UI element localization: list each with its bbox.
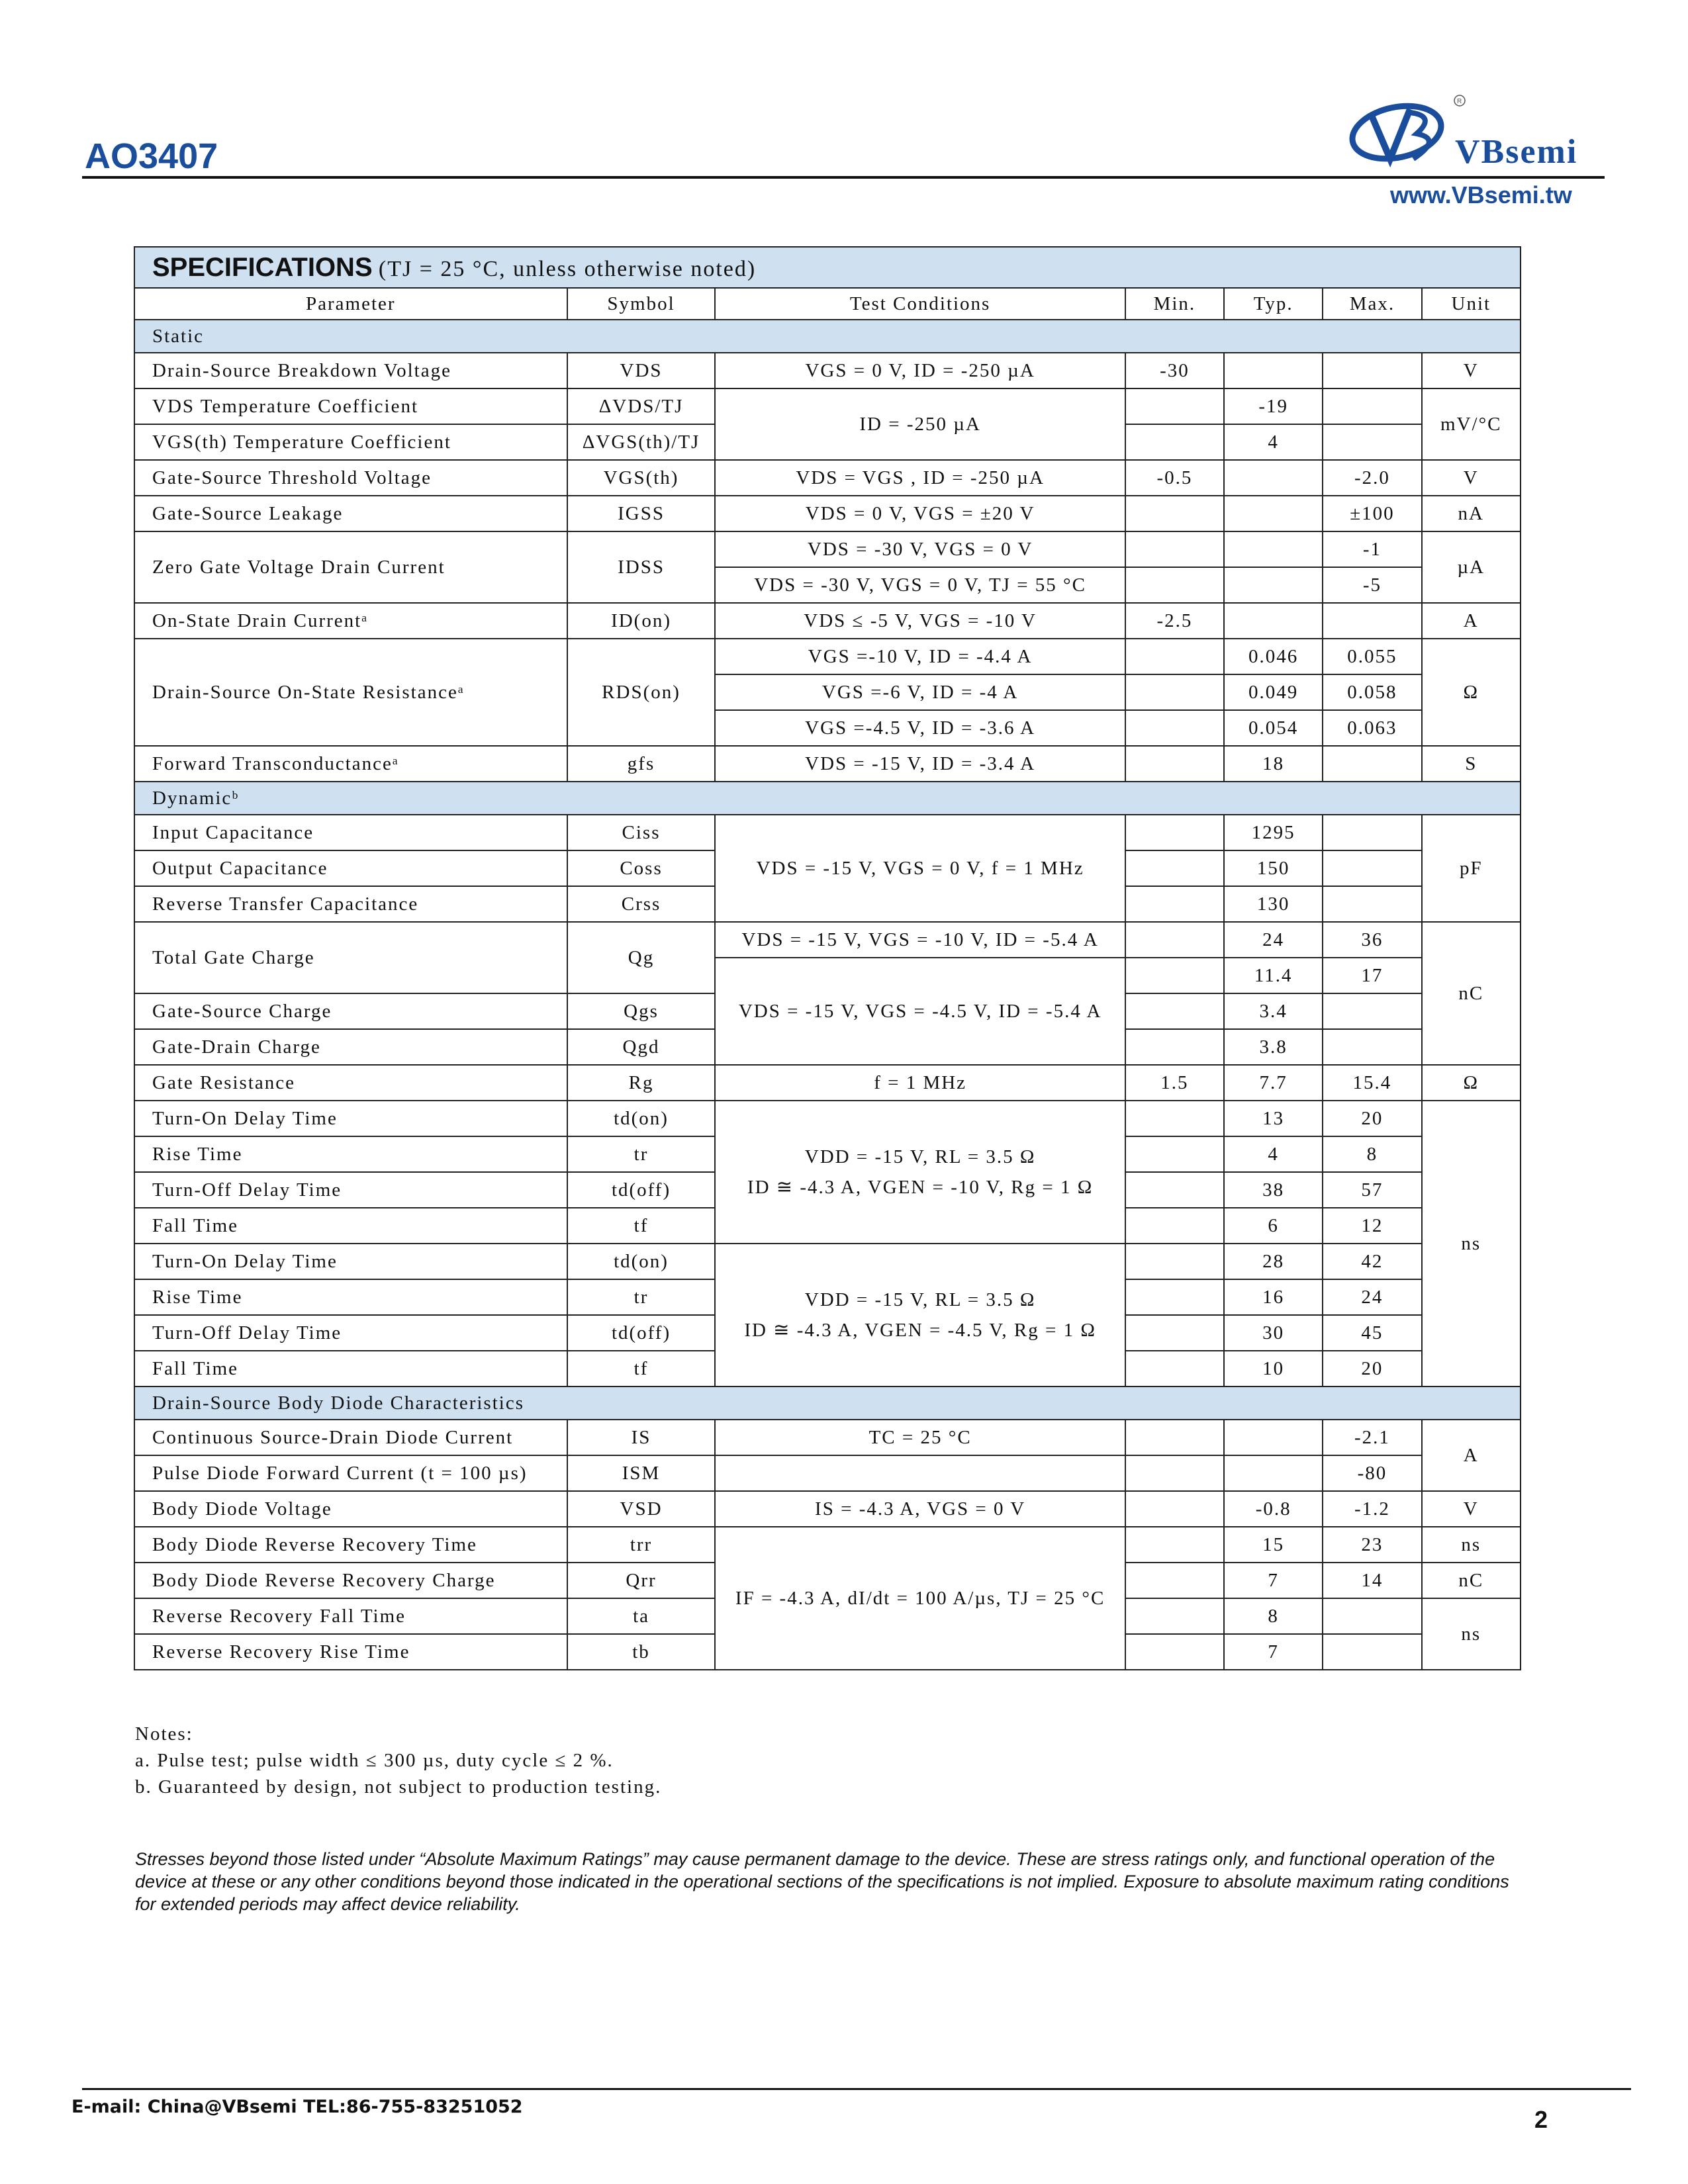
cell-typ [1224, 496, 1323, 531]
header-rule [82, 176, 1605, 179]
cell-symbol: tr [567, 1279, 716, 1315]
cell-symbol: VGS(th) [567, 460, 716, 496]
cell-param: Gate-Drain Charge [134, 1029, 567, 1065]
cell-symbol: td(on) [567, 1244, 716, 1279]
table-row [134, 639, 1521, 674]
cell-symbol: Rg [567, 1065, 716, 1101]
cell-symbol: ID(on) [567, 603, 716, 639]
cell-typ: 4 [1224, 424, 1323, 460]
cell-max: 23 [1323, 1527, 1421, 1563]
cell-typ: 130 [1224, 886, 1323, 922]
cell-symbol: ΔVDS/TJ [567, 388, 716, 424]
footer-rule [82, 2088, 1631, 2090]
cell-conditions: VDS = VGS , ID = -250 µA [715, 460, 1125, 496]
cell-param: Continuous Source-Drain Diode Current [134, 1420, 567, 1455]
col-typ: Typ. [1224, 288, 1323, 320]
cell-conditions: VDS ≤ -5 V, VGS = -10 V [715, 603, 1125, 639]
section-dynamic-label: Dynamicᵇ [134, 782, 1521, 815]
cell-max: 17 [1323, 958, 1421, 993]
cell-conditions: IF = -4.3 A, dI/dt = 100 A/µs, TJ = 25 °C [715, 1527, 1125, 1670]
cell-param: Reverse Recovery Rise Time [134, 1634, 567, 1670]
table-row [134, 746, 1521, 782]
cell-min [1125, 1563, 1224, 1598]
cell-max [1323, 886, 1421, 922]
cell-conditions [715, 1101, 1125, 1244]
cell-param: Drain-Source Breakdown Voltage [134, 353, 567, 388]
cell-max: 20 [1323, 1351, 1421, 1387]
col-max: Max. [1323, 288, 1421, 320]
cell-conditions: VDS = -15 V, VGS = 0 V, f = 1 MHz [715, 815, 1125, 922]
cell-typ: -0.8 [1224, 1491, 1323, 1527]
cell-min [1125, 639, 1224, 674]
cell-param: Gate Resistance [134, 1065, 567, 1101]
cell-conditions-line2: ID ≅ -4.3 A, VGEN = -10 V, Rg = 1 Ω [747, 1177, 1094, 1198]
cell-max: 0.058 [1323, 674, 1421, 710]
note-b: b. Guaranteed by design, not subject to production testing. [135, 1776, 662, 1797]
stress-disclaimer: Stresses beyond those listed under “Absolute Maximum Ratings” may cause permanent damage to the device. These are stress ratings only, and functional operation of the device at these or any other conditions beyond those indicated in the operational sections of the specifications is not implied. Exposure to absolute maximum rating conditions for extended periods may affect device reliability. [135, 1849, 1509, 1914]
table-title [134, 247, 1521, 288]
notes-heading: Notes: [135, 1723, 193, 1745]
table-row [134, 1244, 1521, 1279]
cell-conditions: VGS =-6 V, ID = -4 A [715, 674, 1125, 710]
table-row [134, 531, 1521, 567]
cell-typ: 18 [1224, 746, 1323, 782]
cell-unit: V [1422, 353, 1521, 388]
cell-typ: 3.8 [1224, 1029, 1323, 1065]
cell-unit: ns [1422, 1527, 1521, 1563]
cell-min: -2.5 [1125, 603, 1224, 639]
title-bold: SPECIFICATIONS [152, 252, 373, 282]
cell-max [1323, 353, 1421, 388]
cell-typ: 16 [1224, 1279, 1323, 1315]
cell-typ [1224, 567, 1323, 603]
cell-param: Reverse Transfer Capacitance [134, 886, 567, 922]
cell-param: Turn-Off Delay Time [134, 1315, 567, 1351]
table-row [134, 1065, 1521, 1101]
cell-conditions: VGS = 0 V, ID = -250 µA [715, 353, 1125, 388]
cell-param: Turn-On Delay Time [134, 1101, 567, 1136]
cell-min [1125, 1315, 1224, 1351]
website-url[interactable]: www.VBsemi.tw [1390, 181, 1572, 208]
cell-unit: A [1422, 1420, 1521, 1491]
cell-symbol: Qgs [567, 993, 716, 1029]
cell-conditions [715, 1455, 1125, 1491]
cell-min [1125, 1634, 1224, 1670]
cell-min [1125, 1351, 1224, 1387]
cell-max [1323, 850, 1421, 886]
cell-symbol: td(off) [567, 1172, 716, 1208]
cell-symbol: RDS(on) [567, 639, 716, 746]
vbsemi-logo [1344, 93, 1622, 179]
cell-max: -2.1 [1323, 1420, 1421, 1455]
cell-conditions: TC = 25 °C [715, 1420, 1125, 1455]
cell-typ: 30 [1224, 1315, 1323, 1351]
cell-conditions: VGS =-4.5 V, ID = -3.6 A [715, 710, 1125, 746]
cell-typ: 0.049 [1224, 674, 1323, 710]
col-conditions: Test Conditions [715, 288, 1125, 320]
col-symbol: Symbol [567, 288, 716, 320]
cell-typ: 7.7 [1224, 1065, 1323, 1101]
section-dynamic [134, 782, 1521, 815]
col-unit: Unit [1422, 288, 1521, 320]
cell-max: ±100 [1323, 496, 1421, 531]
cell-max: -1.2 [1323, 1491, 1421, 1527]
cell-conditions [715, 1244, 1125, 1387]
cell-symbol: IGSS [567, 496, 716, 531]
cell-max: 24 [1323, 1279, 1421, 1315]
part-number: AO3407 [85, 136, 218, 176]
cell-unit: V [1422, 460, 1521, 496]
cell-typ: 28 [1224, 1244, 1323, 1279]
cell-param: Input Capacitance [134, 815, 567, 850]
cell-unit: nA [1422, 496, 1521, 531]
cell-typ: 11.4 [1224, 958, 1323, 993]
cell-min [1125, 1420, 1224, 1455]
cell-conditions-line1: VDD = -15 V, RL = 3.5 Ω [804, 1146, 1036, 1167]
cell-typ [1224, 603, 1323, 639]
cell-max [1323, 1598, 1421, 1634]
table-row [134, 388, 1521, 424]
cell-min [1125, 746, 1224, 782]
cell-min [1125, 1029, 1224, 1065]
cell-unit: pF [1422, 815, 1521, 922]
cell-unit: V [1422, 1491, 1521, 1527]
cell-typ: 7 [1224, 1563, 1323, 1598]
cell-typ: 1295 [1224, 815, 1323, 850]
table-row [134, 922, 1521, 958]
cell-max: 20 [1323, 1101, 1421, 1136]
cell-param: On-State Drain Currentᵃ [134, 603, 567, 639]
table-row [134, 1455, 1521, 1491]
cell-param: VDS Temperature Coefficient [134, 388, 567, 424]
cell-symbol: tb [567, 1634, 716, 1670]
cell-min [1125, 1244, 1224, 1279]
cell-unit: nC [1422, 1563, 1521, 1598]
cell-min [1125, 674, 1224, 710]
section-body-diode [134, 1387, 1521, 1420]
table-row [134, 815, 1521, 850]
cell-max: 8 [1323, 1136, 1421, 1172]
cell-min [1125, 567, 1224, 603]
cell-symbol: ISM [567, 1455, 716, 1491]
cell-param: Gate-Source Charge [134, 993, 567, 1029]
cell-param: Pulse Diode Forward Current (t = 100 µs) [134, 1455, 567, 1491]
cell-min [1125, 993, 1224, 1029]
table-row [134, 603, 1521, 639]
cell-min [1125, 1279, 1224, 1315]
cell-symbol: tf [567, 1208, 716, 1244]
cell-param: Rise Time [134, 1136, 567, 1172]
cell-typ: -19 [1224, 388, 1323, 424]
cell-unit: Ω [1422, 639, 1521, 746]
cell-min [1125, 850, 1224, 886]
cell-typ: 0.054 [1224, 710, 1323, 746]
table-row [134, 496, 1521, 531]
footer-contact: E-mail: China@VBsemi TEL:86-755-83251052 [71, 2097, 523, 2117]
cell-unit: ns [1422, 1598, 1521, 1670]
cell-min [1125, 1208, 1224, 1244]
cell-min [1125, 710, 1224, 746]
cell-conditions-line2: ID ≅ -4.3 A, VGEN = -4.5 V, Rg = 1 Ω [744, 1320, 1096, 1341]
note-a: a. Pulse test; pulse width ≤ 300 µs, duty cycle ≤ 2 %. [135, 1750, 614, 1771]
cell-symbol: Coss [567, 850, 716, 886]
cell-param: Total Gate Charge [134, 922, 567, 993]
page-number: 2 [1534, 2106, 1548, 2133]
cell-param: VGS(th) Temperature Coefficient [134, 424, 567, 460]
cell-typ: 6 [1224, 1208, 1323, 1244]
cell-unit: µA [1422, 531, 1521, 603]
cell-max: 0.063 [1323, 710, 1421, 746]
cell-min: -30 [1125, 353, 1224, 388]
cell-max [1323, 815, 1421, 850]
cell-min [1125, 958, 1224, 993]
cell-max: 36 [1323, 922, 1421, 958]
cell-param: Zero Gate Voltage Drain Current [134, 531, 567, 603]
cell-param: Turn-Off Delay Time [134, 1172, 567, 1208]
cell-typ [1224, 531, 1323, 567]
specifications-table [134, 246, 1521, 1670]
notes [135, 1721, 661, 1800]
cell-typ: 0.046 [1224, 639, 1323, 674]
cell-typ: 24 [1224, 922, 1323, 958]
table-row [134, 1491, 1521, 1527]
cell-symbol: tf [567, 1351, 716, 1387]
cell-symbol: Qgd [567, 1029, 716, 1065]
cell-symbol: VDS [567, 353, 716, 388]
cell-param: Gate-Source Leakage [134, 496, 567, 531]
cell-typ: 7 [1224, 1634, 1323, 1670]
cell-typ [1224, 353, 1323, 388]
col-parameter: Parameter [134, 288, 567, 320]
cell-symbol: ΔVGS(th)/TJ [567, 424, 716, 460]
cell-param: Body Diode Voltage [134, 1491, 567, 1527]
cell-min [1125, 1455, 1224, 1491]
cell-max [1323, 388, 1421, 424]
cell-typ: 10 [1224, 1351, 1323, 1387]
cell-min [1125, 815, 1224, 850]
cell-typ [1224, 1455, 1323, 1491]
cell-param: Rise Time [134, 1279, 567, 1315]
cell-symbol: trr [567, 1527, 716, 1563]
cell-max: 0.055 [1323, 639, 1421, 674]
cell-param: Fall Time [134, 1351, 567, 1387]
table-row [134, 1527, 1521, 1563]
cell-symbol: VSD [567, 1491, 716, 1527]
svg-text:R: R [1457, 98, 1462, 105]
cell-min [1125, 1172, 1224, 1208]
cell-symbol: IDSS [567, 531, 716, 603]
section-static-label: Static [134, 320, 1521, 353]
cell-unit: ns [1422, 1101, 1521, 1387]
cell-param: Body Diode Reverse Recovery Time [134, 1527, 567, 1563]
table-row [134, 353, 1521, 388]
cell-min [1125, 886, 1224, 922]
cell-min [1125, 424, 1224, 460]
cell-conditions: VDS = -15 V, VGS = -10 V, ID = -5.4 A [715, 922, 1125, 958]
cell-min [1125, 922, 1224, 958]
cell-param: Forward Transconductanceᵃ [134, 746, 567, 782]
cell-unit: nC [1422, 922, 1521, 1065]
cell-param: Turn-On Delay Time [134, 1244, 567, 1279]
cell-conditions-line1: VDD = -15 V, RL = 3.5 Ω [804, 1289, 1036, 1310]
cell-min [1125, 1101, 1224, 1136]
cell-max [1323, 1634, 1421, 1670]
cell-symbol: IS [567, 1420, 716, 1455]
cell-min [1125, 531, 1224, 567]
cell-typ: 150 [1224, 850, 1323, 886]
cell-typ: 13 [1224, 1101, 1323, 1136]
col-min: Min. [1125, 288, 1224, 320]
cell-max: 45 [1323, 1315, 1421, 1351]
cell-conditions: VDS = -15 V, ID = -3.4 A [715, 746, 1125, 782]
cell-min [1125, 1491, 1224, 1527]
cell-symbol: Qrr [567, 1563, 716, 1598]
cell-symbol: gfs [567, 746, 716, 782]
title-conditions: (TJ = 25 °C, unless otherwise noted) [378, 256, 757, 281]
cell-max [1323, 603, 1421, 639]
cell-max: 57 [1323, 1172, 1421, 1208]
cell-typ: 8 [1224, 1598, 1323, 1634]
cell-max [1323, 424, 1421, 460]
cell-conditions: f = 1 MHz [715, 1065, 1125, 1101]
cell-symbol: Crss [567, 886, 716, 922]
cell-typ: 3.4 [1224, 993, 1323, 1029]
cell-min [1125, 1598, 1224, 1634]
cell-typ: 4 [1224, 1136, 1323, 1172]
cell-typ [1224, 460, 1323, 496]
cell-max [1323, 993, 1421, 1029]
cell-unit: Ω [1422, 1065, 1521, 1101]
cell-min [1125, 1527, 1224, 1563]
cell-min [1125, 1136, 1224, 1172]
cell-symbol: ta [567, 1598, 716, 1634]
cell-typ: 38 [1224, 1172, 1323, 1208]
cell-max: -1 [1323, 531, 1421, 567]
column-headers [134, 288, 1521, 320]
cell-min: 1.5 [1125, 1065, 1224, 1101]
table-row [134, 1420, 1521, 1455]
cell-conditions: VGS =-10 V, ID = -4.4 A [715, 639, 1125, 674]
cell-unit: mV/°C [1422, 388, 1521, 460]
cell-min [1125, 496, 1224, 531]
cell-conditions: VDS = -30 V, VGS = 0 V [715, 531, 1125, 567]
cell-param: Gate-Source Threshold Voltage [134, 460, 567, 496]
cell-symbol: td(off) [567, 1315, 716, 1351]
cell-symbol: Ciss [567, 815, 716, 850]
cell-unit: S [1422, 746, 1521, 782]
cell-symbol: td(on) [567, 1101, 716, 1136]
cell-typ: 15 [1224, 1527, 1323, 1563]
cell-conditions: VDS = 0 V, VGS = ±20 V [715, 496, 1125, 531]
cell-param: Fall Time [134, 1208, 567, 1244]
cell-param: Reverse Recovery Fall Time [134, 1598, 567, 1634]
cell-param: Drain-Source On-State Resistanceᵃ [134, 639, 567, 746]
cell-max: -2.0 [1323, 460, 1421, 496]
cell-max [1323, 1029, 1421, 1065]
cell-conditions: ID = -250 µA [715, 388, 1125, 460]
section-body-diode-label: Drain-Source Body Diode Characteristics [134, 1387, 1521, 1420]
brand-name: VBsemi [1455, 133, 1578, 171]
cell-max: 12 [1323, 1208, 1421, 1244]
cell-param: Body Diode Reverse Recovery Charge [134, 1563, 567, 1598]
cell-max: 42 [1323, 1244, 1421, 1279]
cell-min [1125, 388, 1224, 424]
cell-unit: A [1422, 603, 1521, 639]
cell-conditions: VDS = -30 V, VGS = 0 V, TJ = 55 °C [715, 567, 1125, 603]
table-row [134, 1101, 1521, 1136]
cell-max: 14 [1323, 1563, 1421, 1598]
cell-conditions: VDS = -15 V, VGS = -4.5 V, ID = -5.4 A [715, 958, 1125, 1065]
cell-typ [1224, 1420, 1323, 1455]
section-static [134, 320, 1521, 353]
cell-max: 15.4 [1323, 1065, 1421, 1101]
cell-max: -5 [1323, 567, 1421, 603]
cell-max [1323, 746, 1421, 782]
cell-symbol: Qg [567, 922, 716, 993]
cell-symbol: tr [567, 1136, 716, 1172]
cell-max: -80 [1323, 1455, 1421, 1491]
table-row [134, 460, 1521, 496]
cell-param: Output Capacitance [134, 850, 567, 886]
cell-conditions: IS = -4.3 A, VGS = 0 V [715, 1491, 1125, 1527]
cell-min: -0.5 [1125, 460, 1224, 496]
